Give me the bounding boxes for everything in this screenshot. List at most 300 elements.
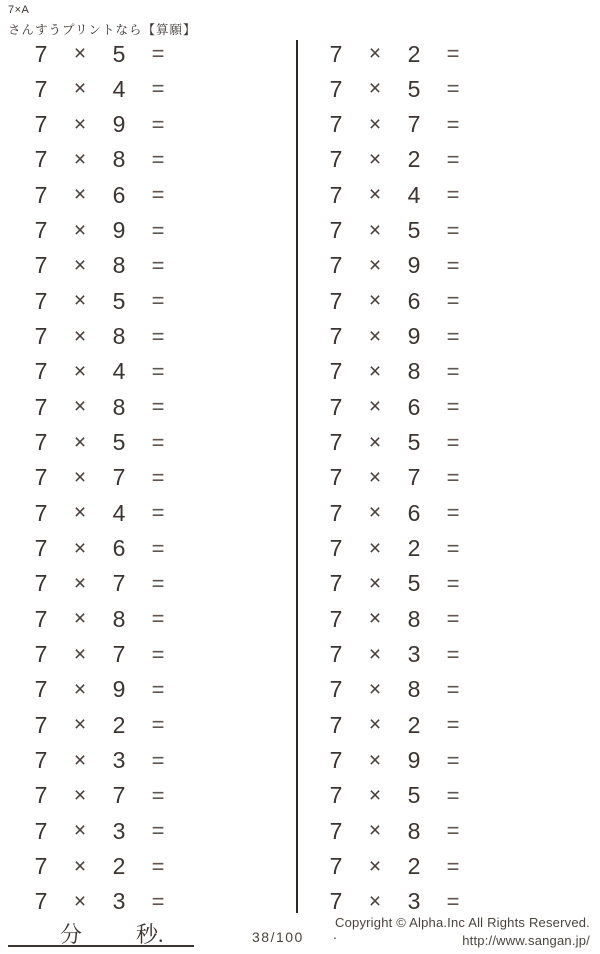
answer-space [476, 678, 516, 702]
times-symbol: × [368, 147, 382, 171]
answer-space [181, 113, 221, 137]
multiplicand: 7 [329, 499, 343, 526]
answer-space [181, 466, 221, 490]
equals-symbol: = [151, 712, 165, 738]
multiplier: 7 [407, 464, 421, 491]
answer-space [476, 183, 516, 207]
multiplicand: 7 [34, 217, 48, 244]
answer-space [181, 395, 221, 419]
multiplier: 8 [407, 676, 421, 703]
problem-row [25, 854, 221, 880]
multiplicand: 7 [329, 252, 343, 279]
footer-dot: . [333, 926, 337, 942]
multiplicand: 7 [34, 605, 48, 632]
equals-symbol: = [151, 111, 165, 137]
times-symbol: × [73, 253, 87, 277]
multiplicand: 7 [34, 358, 48, 385]
multiplier: 9 [112, 676, 126, 703]
times-symbol: × [73, 183, 87, 207]
multiplier: 4 [112, 358, 126, 385]
problem-row [320, 783, 516, 809]
times-symbol: × [73, 324, 87, 348]
multiplier: 5 [112, 40, 126, 67]
multiplier: 8 [407, 817, 421, 844]
times-symbol: × [368, 713, 382, 737]
equals-symbol: = [151, 641, 165, 667]
answer-space [476, 784, 516, 808]
answer-space [476, 77, 516, 101]
multiplier: 6 [407, 393, 421, 420]
answer-space [181, 819, 221, 843]
problem-row [320, 712, 516, 738]
multiplicand: 7 [329, 287, 343, 314]
multiplier: 6 [112, 535, 126, 562]
answer-space [181, 572, 221, 596]
equals-symbol: = [446, 146, 460, 172]
times-symbol: × [73, 359, 87, 383]
worksheet-code: 7×A [8, 4, 30, 16]
equals-symbol: = [446, 641, 460, 667]
problem-row [320, 642, 516, 668]
problem-row [320, 500, 516, 526]
copyright-block [335, 914, 590, 950]
times-symbol: × [368, 359, 382, 383]
equals-symbol: = [151, 217, 165, 243]
equals-symbol: = [151, 358, 165, 384]
times-symbol: × [368, 536, 382, 560]
multiplicand: 7 [34, 782, 48, 809]
equals-symbol: = [151, 394, 165, 420]
times-symbol: × [73, 42, 87, 65]
problem-row [320, 748, 516, 774]
multiplicand: 7 [34, 853, 48, 880]
equals-symbol: = [151, 888, 165, 914]
equals-symbol: = [446, 288, 460, 314]
problem-row [320, 288, 516, 314]
multiplicand: 7 [34, 711, 48, 738]
problem-row [320, 112, 516, 138]
problem-row [320, 182, 516, 208]
answer-space [476, 501, 516, 525]
multiplier: 2 [407, 853, 421, 880]
problem-row [25, 147, 221, 173]
problem-row [25, 41, 221, 67]
multiplicand: 7 [329, 40, 343, 67]
multiplier: 5 [407, 429, 421, 456]
multiplicand: 7 [329, 817, 343, 844]
problem-row [320, 324, 516, 350]
worksheet-header [8, 4, 197, 38]
answer-space [181, 678, 221, 702]
answer-space [181, 219, 221, 243]
equals-symbol: = [446, 464, 460, 490]
multiplicand: 7 [34, 40, 48, 67]
answer-space [181, 607, 221, 631]
multiplier: 9 [112, 217, 126, 244]
times-symbol: × [368, 395, 382, 419]
answer-space [476, 325, 516, 349]
multiplier: 7 [112, 782, 126, 809]
equals-symbol: = [151, 782, 165, 808]
multiplicand: 7 [34, 146, 48, 173]
answer-space [476, 749, 516, 773]
multiplicand: 7 [329, 323, 343, 350]
multiplier: 8 [112, 323, 126, 350]
times-symbol: × [73, 607, 87, 631]
multiplier: 6 [407, 287, 421, 314]
page-number: 38/100 [252, 929, 304, 945]
column-divider [296, 40, 298, 913]
times-symbol: × [73, 395, 87, 419]
problem-row [25, 112, 221, 138]
answer-space [181, 784, 221, 808]
multiplier: 8 [112, 605, 126, 632]
multiplier: 7 [112, 464, 126, 491]
equals-symbol: = [446, 500, 460, 526]
multiplier: 9 [112, 111, 126, 138]
multiplicand: 7 [34, 252, 48, 279]
times-symbol: × [73, 748, 87, 772]
multiplicand: 7 [34, 393, 48, 420]
equals-symbol: = [151, 747, 165, 773]
times-symbol: × [368, 642, 382, 666]
problems-column-left [25, 41, 221, 915]
multiplicand: 7 [329, 429, 343, 456]
times-symbol: × [73, 677, 87, 701]
multiplier: 2 [407, 40, 421, 67]
multiplicand: 7 [34, 429, 48, 456]
times-symbol: × [368, 42, 382, 65]
problem-row [25, 253, 221, 279]
multiplier: 3 [112, 888, 126, 915]
multiplicand: 7 [34, 111, 48, 138]
times-symbol: × [73, 571, 87, 595]
answer-space [476, 855, 516, 879]
multiplicand: 7 [329, 535, 343, 562]
times-symbol: × [73, 642, 87, 666]
multiplicand: 7 [329, 888, 343, 915]
answer-space [181, 325, 221, 349]
equals-symbol: = [151, 288, 165, 314]
multiplicand: 7 [329, 146, 343, 173]
answer-space [181, 360, 221, 384]
equals-symbol: = [151, 182, 165, 208]
multiplicand: 7 [329, 782, 343, 809]
multiplicand: 7 [329, 641, 343, 668]
times-symbol: × [368, 819, 382, 843]
equals-symbol: = [151, 323, 165, 349]
times-symbol: × [368, 783, 382, 807]
multiplicand: 7 [329, 393, 343, 420]
equals-symbol: = [446, 712, 460, 738]
equals-symbol: = [446, 853, 460, 879]
answer-space [476, 42, 516, 66]
problem-row [25, 76, 221, 102]
problem-row [25, 818, 221, 844]
times-symbol: × [73, 77, 87, 101]
answer-space [476, 607, 516, 631]
answer-space [476, 572, 516, 596]
equals-symbol: = [446, 217, 460, 243]
equals-symbol: = [151, 76, 165, 102]
times-symbol: × [368, 253, 382, 277]
times-symbol: × [368, 430, 382, 454]
answer-space [476, 148, 516, 172]
multiplier: 3 [407, 888, 421, 915]
multiplier: 7 [112, 570, 126, 597]
equals-symbol: = [446, 394, 460, 420]
multiplier: 7 [407, 111, 421, 138]
equals-symbol: = [446, 252, 460, 278]
times-symbol: × [368, 112, 382, 136]
answer-space [476, 713, 516, 737]
multiplier: 2 [407, 535, 421, 562]
multiplier: 8 [112, 146, 126, 173]
answer-space [476, 360, 516, 384]
times-symbol: × [368, 889, 382, 913]
times-symbol: × [368, 183, 382, 207]
equals-symbol: = [446, 41, 460, 66]
multiplicand: 7 [329, 181, 343, 208]
problem-row [25, 430, 221, 456]
equals-symbol: = [446, 358, 460, 384]
times-symbol: × [73, 289, 87, 313]
multiplier: 9 [407, 252, 421, 279]
answer-space [476, 289, 516, 313]
multiplier: 3 [407, 641, 421, 668]
equals-symbol: = [151, 853, 165, 879]
equals-symbol: = [446, 111, 460, 137]
problem-row [25, 712, 221, 738]
minutes-label: 分 [60, 922, 83, 947]
times-symbol: × [73, 713, 87, 737]
multiplicand: 7 [329, 711, 343, 738]
times-symbol: × [368, 607, 382, 631]
multiplicand: 7 [329, 570, 343, 597]
multiplicand: 7 [329, 111, 343, 138]
multiplier: 9 [407, 323, 421, 350]
multiplier: 8 [112, 252, 126, 279]
equals-symbol: = [151, 535, 165, 561]
seconds-label: 秒. [136, 922, 164, 947]
equals-symbol: = [446, 323, 460, 349]
times-symbol: × [73, 536, 87, 560]
multiplier: 2 [112, 711, 126, 738]
equals-symbol: = [151, 606, 165, 632]
multiplier: 5 [407, 782, 421, 809]
worksheet-subtitle: さんすうプリントなら【算願】 [8, 23, 197, 37]
answer-space [181, 431, 221, 455]
multiplicand: 7 [329, 464, 343, 491]
multiplicand: 7 [329, 358, 343, 385]
answer-space [181, 501, 221, 525]
equals-symbol: = [446, 782, 460, 808]
answer-space [476, 431, 516, 455]
problem-row [320, 253, 516, 279]
answer-space [181, 713, 221, 737]
problem-row [25, 324, 221, 350]
problem-row [320, 394, 516, 420]
equals-symbol: = [446, 747, 460, 773]
equals-symbol: = [446, 535, 460, 561]
multiplier: 8 [407, 605, 421, 632]
multiplier: 3 [112, 817, 126, 844]
times-symbol: × [368, 748, 382, 772]
equals-symbol: = [446, 676, 460, 702]
answer-space [476, 395, 516, 419]
times-symbol: × [73, 112, 87, 136]
equals-symbol: = [151, 429, 165, 455]
problem-row [320, 218, 516, 244]
problem-row [320, 430, 516, 456]
multiplicand: 7 [34, 464, 48, 491]
equals-symbol: = [151, 41, 165, 66]
multiplier: 4 [112, 75, 126, 102]
answer-space [476, 254, 516, 278]
equals-symbol: = [446, 818, 460, 844]
equals-symbol: = [151, 464, 165, 490]
times-symbol: × [368, 677, 382, 701]
problem-row [320, 571, 516, 597]
equals-symbol: = [446, 182, 460, 208]
equals-symbol: = [446, 76, 460, 102]
multiplier: 5 [112, 429, 126, 456]
problem-row [320, 889, 516, 915]
times-symbol: × [368, 77, 382, 101]
equals-symbol: = [151, 570, 165, 596]
multiplicand: 7 [329, 75, 343, 102]
multiplicand: 7 [329, 676, 343, 703]
equals-symbol: = [446, 570, 460, 596]
problem-row [25, 500, 221, 526]
answer-space [181, 183, 221, 207]
multiplier: 2 [407, 711, 421, 738]
site-url: http://www.sangan.jp/ [462, 933, 590, 948]
multiplicand: 7 [34, 747, 48, 774]
answer-space [181, 643, 221, 667]
multiplicand: 7 [34, 888, 48, 915]
times-symbol: × [73, 783, 87, 807]
problem-row [25, 536, 221, 562]
answer-space [476, 819, 516, 843]
multiplier: 7 [112, 641, 126, 668]
problem-row [25, 889, 221, 915]
answer-space [476, 643, 516, 667]
problem-row [320, 818, 516, 844]
multiplicand: 7 [34, 817, 48, 844]
multiplier: 2 [112, 853, 126, 880]
answer-space [181, 749, 221, 773]
multiplier: 5 [407, 570, 421, 597]
times-symbol: × [73, 889, 87, 913]
problem-row [25, 218, 221, 244]
answer-space [181, 289, 221, 313]
answer-space [181, 254, 221, 278]
times-symbol: × [73, 465, 87, 489]
problem-row [320, 41, 516, 67]
multiplier: 6 [112, 181, 126, 208]
problem-row [25, 288, 221, 314]
multiplicand: 7 [34, 75, 48, 102]
answer-space [181, 855, 221, 879]
equals-symbol: = [446, 888, 460, 914]
multiplier: 3 [112, 747, 126, 774]
times-symbol: × [368, 218, 382, 242]
answer-space [476, 113, 516, 137]
multiplier: 6 [407, 499, 421, 526]
problem-row [320, 677, 516, 703]
multiplicand: 7 [34, 181, 48, 208]
problem-row [25, 394, 221, 420]
time-entry-line [8, 916, 194, 947]
problem-row [320, 359, 516, 385]
equals-symbol: = [151, 500, 165, 526]
problem-row [320, 76, 516, 102]
answer-space [476, 219, 516, 243]
times-symbol: × [73, 430, 87, 454]
multiplicand: 7 [34, 499, 48, 526]
multiplicand: 7 [34, 323, 48, 350]
times-symbol: × [73, 854, 87, 878]
answer-space [476, 890, 516, 914]
multiplicand: 7 [34, 641, 48, 668]
problem-row [25, 182, 221, 208]
multiplier: 5 [407, 217, 421, 244]
multiplier: 4 [407, 181, 421, 208]
multiplicand: 7 [329, 747, 343, 774]
problem-row [320, 465, 516, 491]
multiplicand: 7 [34, 570, 48, 597]
times-symbol: × [368, 289, 382, 313]
equals-symbol: = [151, 146, 165, 172]
answer-space [476, 537, 516, 561]
multiplicand: 7 [329, 217, 343, 244]
times-symbol: × [368, 501, 382, 525]
copyright-text: Copyright © Alpha.Inc All Rights Reserved. [335, 915, 590, 930]
multiplier: 5 [112, 287, 126, 314]
times-symbol: × [73, 819, 87, 843]
multiplier: 4 [112, 499, 126, 526]
problem-row [25, 571, 221, 597]
answer-space [181, 890, 221, 914]
multiplier: 5 [407, 75, 421, 102]
multiplier: 9 [407, 747, 421, 774]
multiplicand: 7 [329, 853, 343, 880]
answer-space [181, 148, 221, 172]
multiplicand: 7 [34, 535, 48, 562]
equals-symbol: = [151, 252, 165, 278]
problem-row [25, 359, 221, 385]
multiplicand: 7 [34, 287, 48, 314]
problem-row [320, 606, 516, 632]
answer-space [476, 466, 516, 490]
problem-row [25, 783, 221, 809]
multiplicand: 7 [34, 676, 48, 703]
problem-row [25, 677, 221, 703]
equals-symbol: = [151, 676, 165, 702]
problem-row [25, 642, 221, 668]
problem-row [320, 854, 516, 880]
answer-space [181, 42, 221, 66]
times-symbol: × [368, 571, 382, 595]
problem-row [25, 465, 221, 491]
multiplier: 8 [407, 358, 421, 385]
times-symbol: × [368, 465, 382, 489]
times-symbol: × [73, 218, 87, 242]
equals-symbol: = [446, 606, 460, 632]
problem-row [25, 748, 221, 774]
problems-column-right [320, 41, 516, 915]
